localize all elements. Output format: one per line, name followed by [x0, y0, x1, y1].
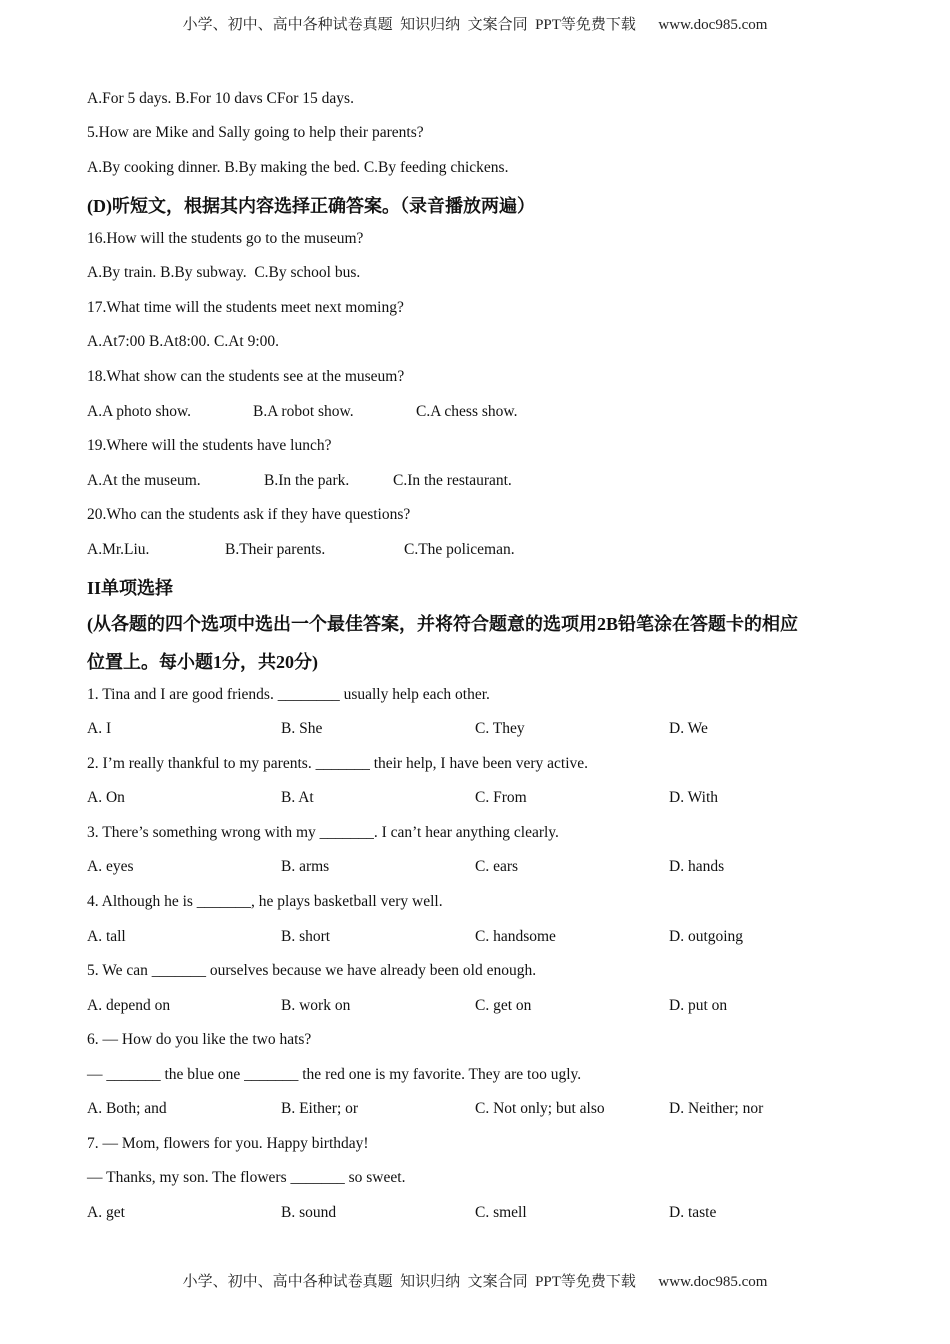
mc-option-d: D. taste — [669, 1204, 717, 1221]
mc-option-b: B. arms — [281, 858, 330, 875]
q17-question: 17.What time will the students meet next moming? — [87, 299, 404, 316]
mc-option-a: A. Both; and — [87, 1100, 167, 1117]
mc-option-c: C. smell — [475, 1204, 527, 1221]
q19-question: 19.Where will the students have lunch? — [87, 437, 332, 454]
section-instruction-1: (从各题的四个选项中选出一个最佳答案，并将符合题意的选项用2B铅笔涂在答题卡的相应 — [87, 614, 798, 634]
mc-option-b: B. work on — [281, 997, 351, 1014]
q16-question: 16.How will the students go to the museum? — [87, 230, 364, 247]
q4-options: A.For 5 days. B.For 10 davs CFor 15 days. — [87, 90, 354, 107]
mc-option-a: A. eyes — [87, 858, 134, 875]
mc-question-reply: — _______ the blue one _______ the red one is my favorite. They are too ugly. — [87, 1066, 582, 1083]
mc-option-c: C. They — [475, 720, 525, 737]
part-d-heading: (D)听短文，根据其内容选择正确答案。（录音播放两遍） — [87, 196, 535, 216]
q19-option-a: A.At the museum. — [87, 472, 201, 489]
q20-option-b: B.Their parents. — [225, 541, 326, 558]
mc-question: 4. Although he is _______, he plays basketball very well. — [87, 893, 443, 910]
q5-options: A.By cooking dinner. B.By making the bed. C.By feeding chickens. — [87, 159, 509, 176]
mc-option-c: C. ears — [475, 858, 519, 875]
page-footer: 小学、初中、高中各种试卷真题 知识归纳 文案合同 PPT等免费下载 www.doc985.com — [182, 1274, 768, 1290]
q5-question: 5.How are Mike and Sally going to help their parents? — [87, 124, 424, 141]
mc-option-a: A. I — [87, 720, 112, 737]
mc-question: 6. — How do you like the two hats? — [87, 1031, 312, 1048]
mc-option-a: A. get — [87, 1204, 125, 1221]
q18-question: 18.What show can the students see at the museum? — [87, 368, 405, 385]
mc-option-d: D. put on — [669, 997, 728, 1014]
mc-option-d: D. hands — [669, 858, 725, 875]
mc-option-c: C. From — [475, 789, 527, 806]
mc-option-d: D. outgoing — [669, 928, 744, 945]
q20-question: 20.Who can the students ask if they have questions? — [87, 506, 411, 523]
q19-option-c: C.In the restaurant. — [393, 472, 512, 489]
q19-option-b: B.In the park. — [264, 472, 350, 489]
mc-option-b: B. sound — [281, 1204, 337, 1221]
q16-options: A.By train. B.By subway. C.By school bus. — [87, 264, 361, 281]
q18-option-c: C.A chess show. — [416, 403, 518, 420]
q18-option-b: B.A robot show. — [253, 403, 354, 420]
page-header: 小学、初中、高中各种试卷真题 知识归纳 文案合同 PPT等免费下载 www.doc985.com — [182, 17, 768, 33]
q20-option-c: C.The policeman. — [404, 541, 515, 558]
mc-option-d: D. We — [669, 720, 708, 737]
q18-option-a: A.A photo show. — [87, 403, 192, 420]
mc-question: 7. — Mom, flowers for you. Happy birthday! — [87, 1135, 369, 1152]
mc-option-b: B. At — [281, 789, 314, 806]
mc-option-b: B. She — [281, 720, 323, 737]
mc-option-c: C. Not only; but also — [475, 1100, 605, 1117]
mc-option-d: D. Neither; nor — [669, 1100, 764, 1117]
mc-option-a: A. tall — [87, 928, 126, 945]
mc-question-reply: — Thanks, my son. The flowers _______ so sweet. — [87, 1169, 406, 1186]
q20-option-a: A.Mr.Liu. — [87, 541, 150, 558]
q17-options: A.At7:00 B.At8:00. C.At 9:00. — [87, 333, 280, 350]
mc-option-d: D. With — [669, 789, 719, 806]
mc-option-b: B. Either; or — [281, 1100, 359, 1117]
mc-question: 1. Tina and I are good friends. ________ usually help each other. — [87, 686, 490, 703]
section-title: II单项选择 — [87, 578, 174, 598]
mc-option-c: C. get on — [475, 997, 532, 1014]
mc-option-a: A. depend on — [87, 997, 171, 1014]
mc-option-c: C. handsome — [475, 928, 556, 945]
section-instruction-2: 位置上。每小题1分，共20分) — [87, 652, 318, 672]
mc-question: 3. There’s something wrong with my _______. I can’t hear anything clearly. — [87, 824, 559, 841]
mc-option-b: B. short — [281, 928, 331, 945]
mc-option-a: A. On — [87, 789, 125, 806]
mc-question: 2. I’m really thankful to my parents. _______ their help, I have been very active. — [87, 755, 589, 772]
mc-question: 5. We can _______ ourselves because we have already been old enough. — [87, 962, 537, 979]
